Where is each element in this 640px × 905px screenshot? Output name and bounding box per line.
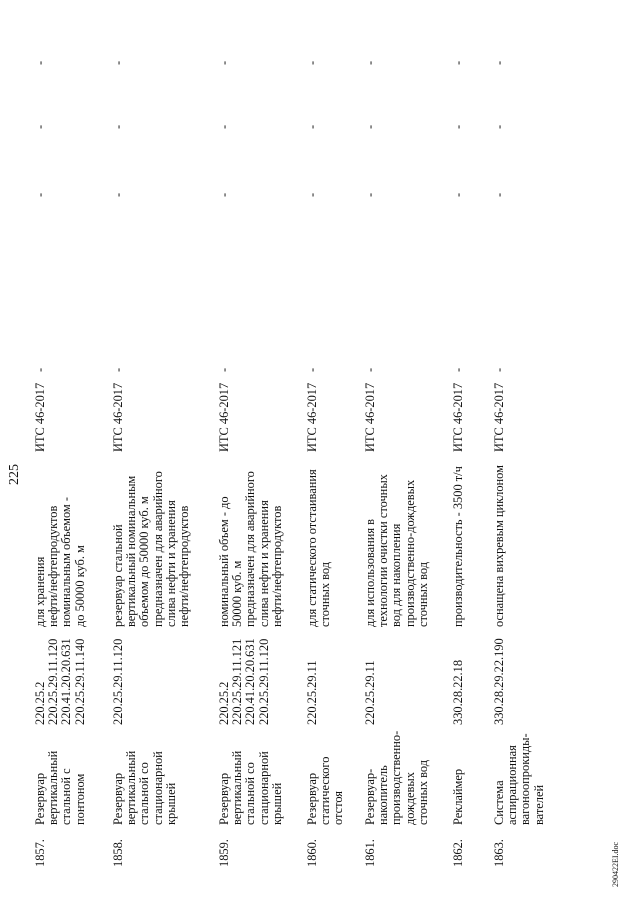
item-name: Резервуар статического отстоя <box>305 756 346 825</box>
empty-cell-dash: - <box>33 192 47 197</box>
item-standard: ИТС 46-2017 <box>451 382 465 452</box>
empty-cell-dash: - <box>451 60 465 65</box>
empty-cell-dash: - <box>217 192 231 197</box>
item-standard: ИТС 46-2017 <box>111 382 125 452</box>
item-number: 1860. <box>305 839 319 867</box>
empty-cell-dash: - <box>111 367 125 372</box>
empty-cell-dash: - <box>492 192 506 197</box>
empty-cell-dash: - <box>363 367 377 372</box>
page-number: 225 <box>7 464 22 485</box>
item-number: 1857. <box>33 839 47 867</box>
empty-cell-dash: - <box>217 124 231 129</box>
footer-filename: 290422EI.doc <box>611 841 620 887</box>
item-name: Резервуар вертикальный стальной со стационарной крышей <box>111 750 178 825</box>
empty-cell-dash: - <box>111 124 125 129</box>
item-standard: ИТС 46-2017 <box>492 382 506 452</box>
item-name: Резервуар- накопитель производственно- дождевых сточных вод <box>363 730 430 825</box>
item-description: производительность - 3500 т/ч <box>451 466 465 627</box>
empty-cell-dash: - <box>33 124 47 129</box>
item-codes: 220.25.2 220.25.29.11.120 220.41.20.20.631 220.25.29.11.140 <box>33 638 87 725</box>
empty-cell-dash: - <box>363 60 377 65</box>
item-standard: ИТС 46-2017 <box>305 382 319 452</box>
item-name: Резервуар вертикальный стальной со стационарной крышей <box>217 750 284 825</box>
item-number: 1859. <box>217 839 231 867</box>
empty-cell-dash: - <box>111 192 125 197</box>
item-codes: 220.25.29.11 <box>305 660 319 725</box>
item-standard: ИТС 46-2017 <box>33 382 47 452</box>
empty-cell-dash: - <box>305 192 319 197</box>
empty-cell-dash: - <box>451 367 465 372</box>
item-number: 1861. <box>363 839 377 867</box>
empty-cell-dash: - <box>492 367 506 372</box>
empty-cell-dash: - <box>217 367 231 372</box>
item-codes: 330.28.29.22.190 <box>492 638 506 725</box>
item-name: Система аспирационная вагоноопрокиды- вателей <box>492 733 546 825</box>
item-standard: ИТС 46-2017 <box>217 382 231 452</box>
empty-cell-dash: - <box>305 60 319 65</box>
item-description: номинальный объем - до 50000 куб. м предназначен для аварийного слива нефти и хранения нефти/нефтепродуктов <box>217 471 284 627</box>
item-codes: 220.25.29.11 <box>363 660 377 725</box>
item-name: Резервуар вертикальный стальной с понтоном <box>33 750 87 825</box>
item-codes: 220.25.29.11.120 <box>111 638 125 725</box>
item-description: для статического отстаивания сточных вод <box>305 469 333 627</box>
item-number: 1863. <box>492 839 506 867</box>
empty-cell-dash: - <box>305 367 319 372</box>
empty-cell-dash: - <box>363 192 377 197</box>
item-description: резервуар стальной вертикальный номинальным объемом до 50000 куб. м предназначен для аварийного слива нефти и хранения нефти/нефтепродуктов <box>111 471 192 627</box>
item-number: 1858. <box>111 839 125 867</box>
empty-cell-dash: - <box>451 124 465 129</box>
empty-cell-dash: - <box>451 192 465 197</box>
empty-cell-dash: - <box>492 124 506 129</box>
item-description: для использования в технологии очистки сточных вод для накопления производственно-дождевых сточных вод <box>363 474 430 627</box>
item-description: оснащена вихревым циклоном <box>492 465 506 627</box>
item-name: Реклаймер <box>451 768 465 825</box>
empty-cell-dash: - <box>305 124 319 129</box>
empty-cell-dash: - <box>363 124 377 129</box>
item-description: для хранения нефти/нефтепродуктов номинальным объемом - до 50000 куб. м <box>33 497 87 627</box>
item-codes: 330.28.22.18 <box>451 659 465 725</box>
empty-cell-dash: - <box>33 60 47 65</box>
empty-cell-dash: - <box>217 60 231 65</box>
item-number: 1862. <box>451 839 465 867</box>
empty-cell-dash: - <box>33 367 47 372</box>
empty-cell-dash: - <box>492 60 506 65</box>
item-codes: 220.25.2 220.25.29.11.121 220.41.20.20.631 220.25.29.11.120 <box>217 638 271 725</box>
item-standard: ИТС 46-2017 <box>363 382 377 452</box>
empty-cell-dash: - <box>111 60 125 65</box>
